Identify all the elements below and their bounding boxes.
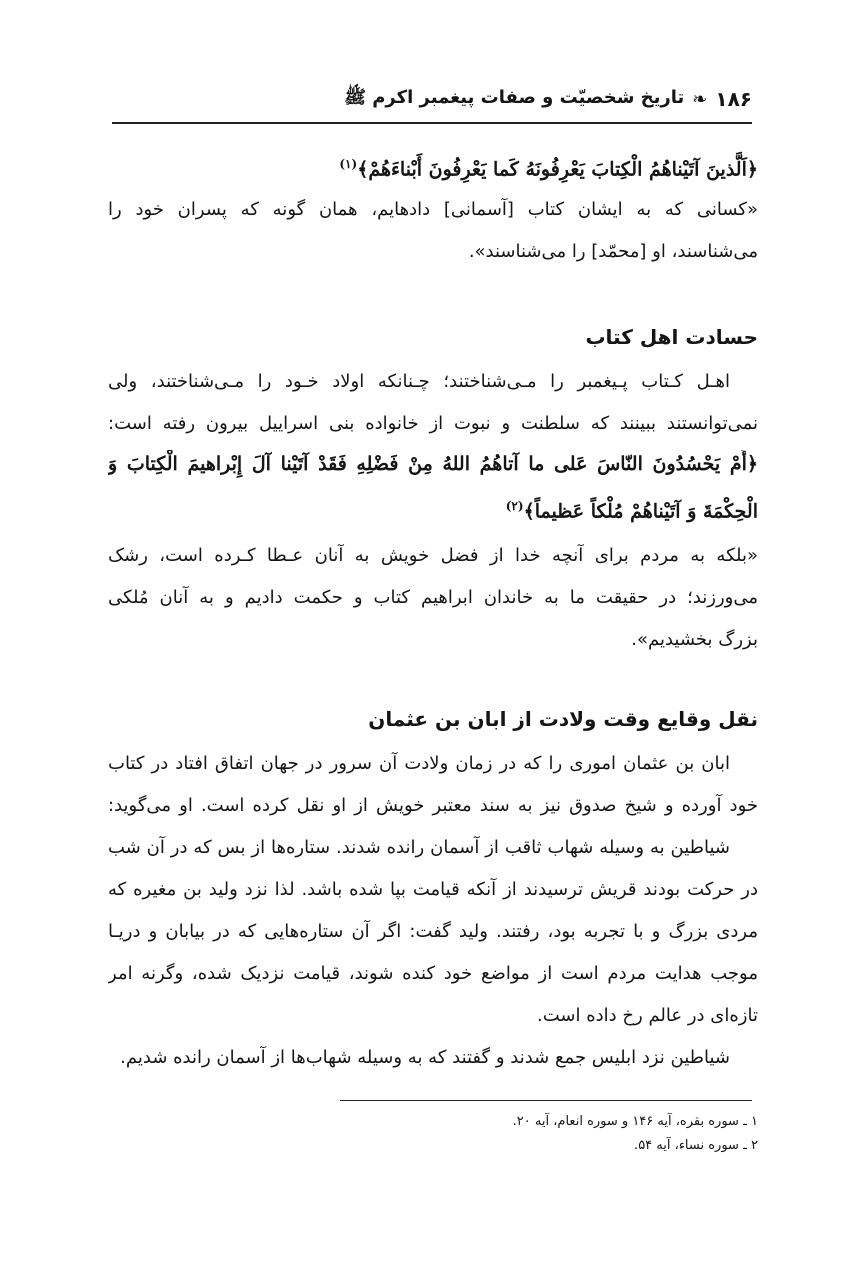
translation-1-line: «کسانی که به ایشان کتاب [آسمانی] دادهایم، همان گونه که پسران خود را: [108, 199, 758, 220]
page-header: [112, 86, 752, 112]
paragraph-line: نمی‌توانستند ببینند که سلطنت و نبوت از خانواده بنی اسراییل بیرون رفته است:: [108, 413, 758, 434]
footnote: ۱ ـ سوره بقره، آیه ۱۴۶ و سوره انعام، آیه ۲۰.: [512, 1114, 758, 1129]
paragraph-line: شیاطین نزد ابلیس جمع شدند و گفتند که به وسیله شهاب‌ها از آسمان رانده شدیم.: [120, 1047, 730, 1068]
paragraph-line: تازه‌ای در عالم رخ داده است.: [537, 1005, 758, 1026]
footnote: ۲ ـ سوره نساء، آیه ۵۴.: [634, 1138, 758, 1153]
section-heading: حسادت اهل کتاب: [585, 325, 758, 349]
translation-2-line: «بلکه به مردم برای آنچه خدا از فضل خویش به آنان عـطا کـرده است، رشک: [108, 545, 758, 566]
section-heading: نقل وقایع وقت ولادت از ابان بن عثمان: [368, 707, 758, 731]
translation-2-line: بزرگ بخشیدیم».: [631, 629, 758, 650]
header-rule: [112, 122, 752, 124]
footnote-marker-1: (۱): [339, 157, 358, 171]
footnote-marker-2: (۲): [505, 499, 524, 513]
running-title: تاریخ شخصیّت و صفات پیغمبر اکرم ﷺ: [344, 87, 685, 108]
page-number: ۱۸۶: [715, 87, 752, 111]
verse-2-line: ﴿أَمْ يَحْسُدُونَ النّاسَ عَلى ما آتاهُمُ اللهُ مِنْ فَضْلِهِ فَقَدْ آتَيْنا آلَ إِبْراهيمَ الْكِتابَ وَ: [108, 453, 758, 475]
footnote-rule: [340, 1100, 752, 1101]
paragraph-line: موجب هدایت مردم است از مواضع خود کنده شوند، قیامت نزدیک شده، وگرنه امر: [108, 963, 758, 984]
ornament-icon: ❧: [692, 88, 708, 110]
translation-2-line: می‌ورزند؛ در حقیقت ما به خاندان ابراهیم کتاب و حکمت دادیم و به آنان مُلکی: [108, 587, 758, 608]
paragraph-line: خود آورده و شیخ صدوق نیز به سند معتبر خویش از او نقل کرده است. او می‌گوید:: [108, 795, 758, 816]
verse-1: ﴿اَلَّذينَ آتَيْناهُمُ الْكِتابَ يَعْرِفُونَهُ كَما يَعْرِفُونَ أَبْناءَهُمْ﴾$^{(۱)}$: [339, 157, 758, 181]
translation-1-line: می‌شناسند، او [محمّد] را می‌شناسند».: [468, 241, 758, 262]
paragraph-line: اهـل کـتاب پـیغمبر را مـی‌شناختند؛ چـنانکه اولاد خـود را مـی‌شناختند، ولی: [108, 371, 730, 392]
paragraph-line: در حرکت بودند قریش ترسیدند از آنکه قیامت بپا شده باشد. لذا نزد ولید بن مغیره که: [108, 879, 758, 900]
paragraph-line: مردی بزرگ و با تجربه بود، رفتند. ولید گفت: اگر آن ستاره‌هایی که در بیابان و دریـا: [108, 921, 758, 942]
verse-2-line: الْحِكْمَةَ وَ آتَيْناهُمْ مُلْكاً عَظيماً﴾$^{(۲)}$: [505, 499, 758, 523]
paragraph-line: شیاطین به وسیله شهاب ثاقب از آسمان رانده شدند. ستاره‌ها از بس که در آن شب: [108, 837, 730, 858]
paragraph-line: ابان بن عثمان اموری را که در زمان ولادت آن سرور در جهان اتفاق افتاد در کتاب: [108, 753, 730, 774]
